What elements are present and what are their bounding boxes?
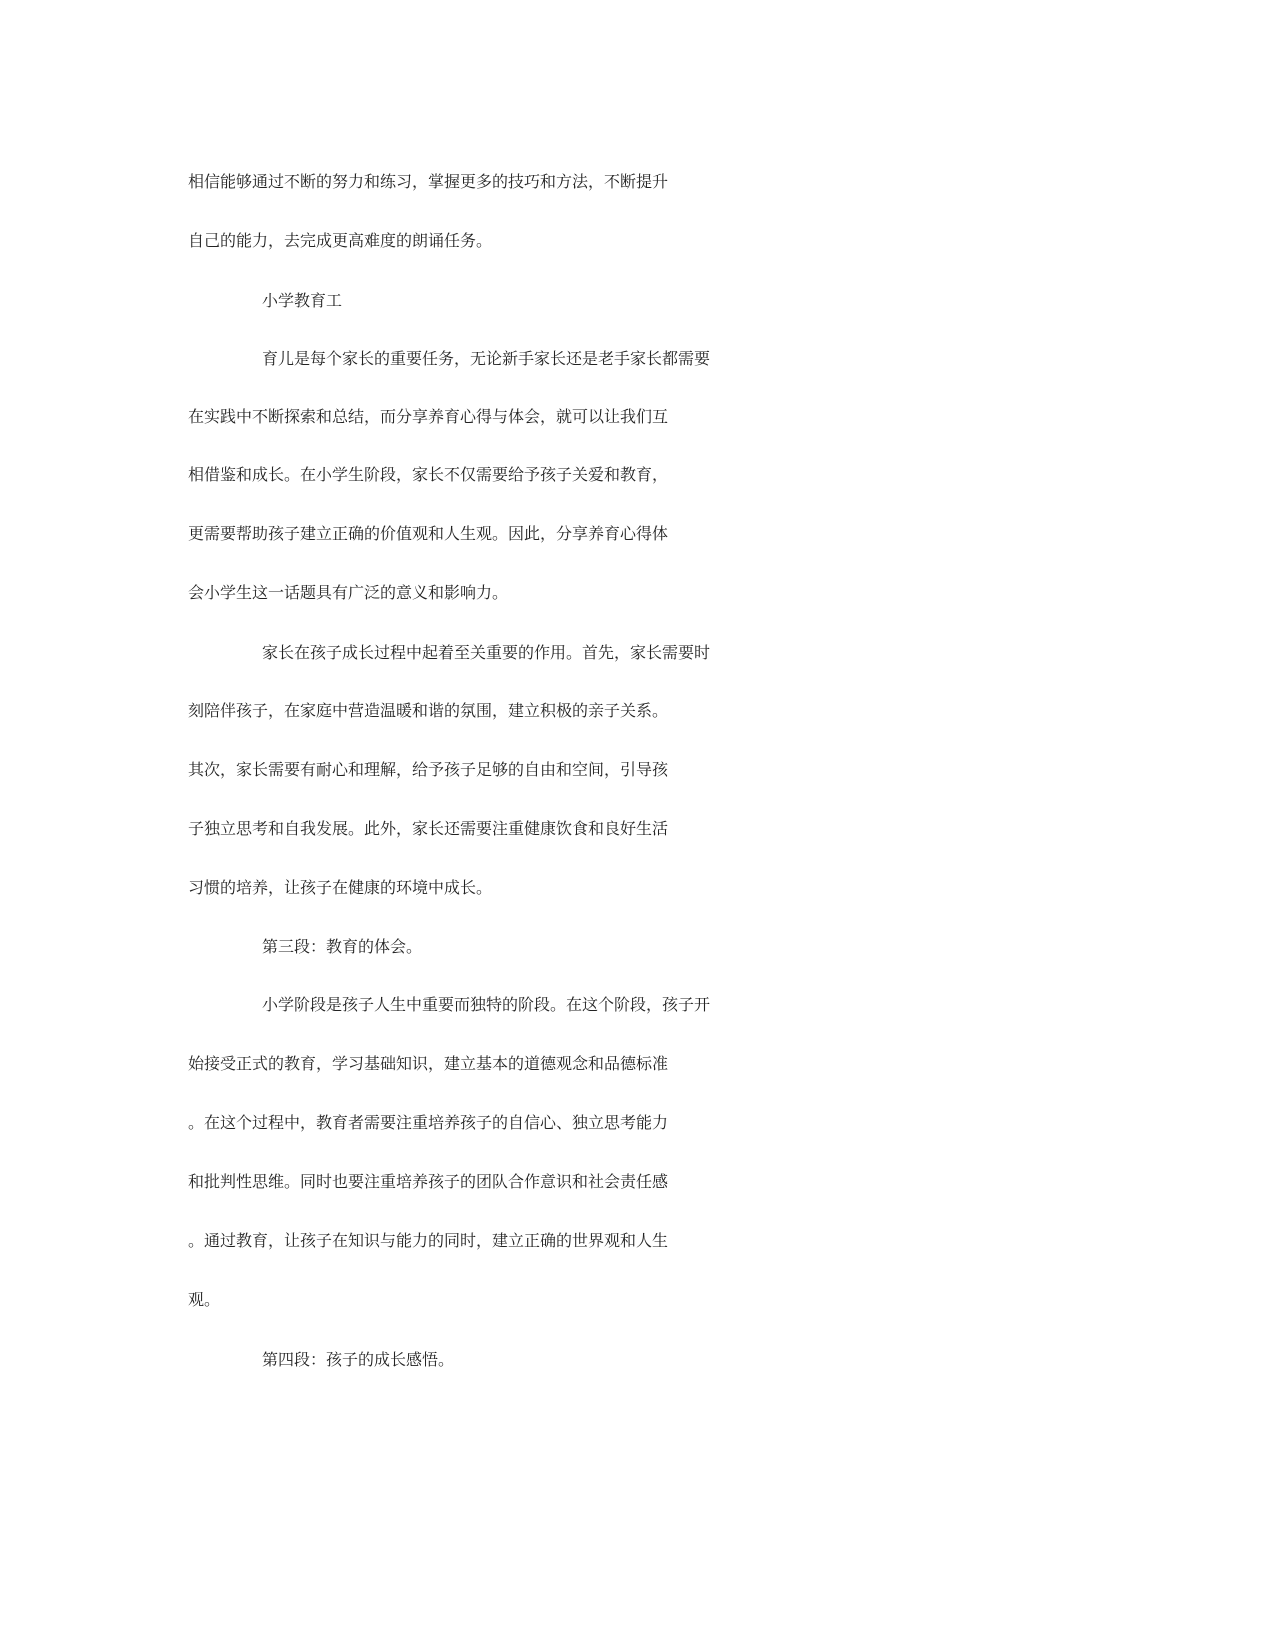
text-line: 会小学生这一话题具有广泛的意义和影响力。 <box>188 583 509 602</box>
text-line: 育儿是每个家长的重要任务，无论新手家长还是老手家长都需要 <box>262 349 711 368</box>
text-line: 自己的能力，去完成更高难度的朗诵任务。 <box>188 231 493 250</box>
text-line: 更需要帮助孩子建立正确的价值观和人生观。因此，分享养育心得体 <box>188 524 669 543</box>
text-line: 始接受正式的教育，学习基础知识，建立基本的道德观念和品德标准 <box>188 1054 669 1073</box>
text-line: 相信能够通过不断的努力和练习，掌握更多的技巧和方法，不断提升 <box>188 172 669 191</box>
text-line: 家长在孩子成长过程中起着至关重要的作用。首先，家长需要时 <box>262 643 711 662</box>
text-line: 刻陪伴孩子，在家庭中营造温暖和谐的氛围，建立积极的亲子关系。 <box>188 701 669 720</box>
text-line: 子独立思考和自我发展。此外，家长还需要注重健康饮食和良好生活 <box>188 819 669 838</box>
text-line: 习惯的培养，让孩子在健康的环境中成长。 <box>188 878 493 897</box>
section-heading: 小学教育工 <box>262 291 343 310</box>
section-heading: 第四段：孩子的成长感悟。 <box>262 1350 455 1369</box>
text-line: 其次，家长需要有耐心和理解，给予孩子足够的自由和空间，引导孩 <box>188 760 669 779</box>
text-line: 相借鉴和成长。在小学生阶段，家长不仅需要给予孩子关爱和教育， <box>188 465 669 484</box>
text-line: 。在这个过程中，教育者需要注重培养孩子的自信心、独立思考能力 <box>188 1113 669 1132</box>
text-line: 观。 <box>188 1290 221 1309</box>
text-line: 。通过教育，让孩子在知识与能力的同时，建立正确的世界观和人生 <box>188 1231 669 1250</box>
text-line: 和批判性思维。同时也要注重培养孩子的团队合作意识和社会责任感 <box>188 1172 669 1191</box>
section-heading: 第三段：教育的体会。 <box>262 937 423 956</box>
text-line: 小学阶段是孩子人生中重要而独特的阶段。在这个阶段，孩子开 <box>262 995 711 1014</box>
text-line: 在实践中不断探索和总结，而分享养育心得与体会，就可以让我们互 <box>188 407 669 426</box>
